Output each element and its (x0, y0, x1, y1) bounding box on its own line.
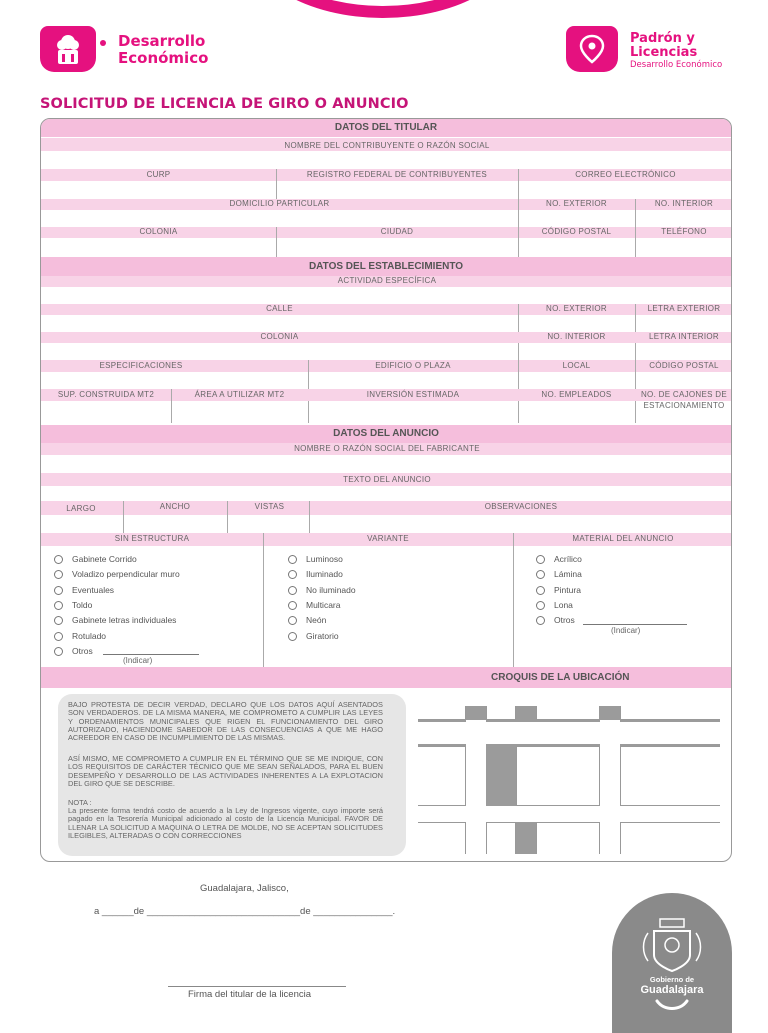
radio-variante-2[interactable] (288, 586, 297, 595)
divider (513, 533, 514, 667)
label-area: ÁREA A UTILIZAR MT2 (194, 390, 285, 399)
gov-line2: Guadalajara (640, 984, 704, 996)
field-est-colonia[interactable] (41, 343, 518, 360)
block (486, 822, 516, 854)
label-variante: VARIANTE (367, 534, 409, 543)
section-establecimiento-header: DATOS DEL ESTABLECIMIENTO (41, 257, 731, 276)
padron-licencias-logo (566, 26, 618, 72)
block (418, 822, 466, 854)
option-label-material-0: Acrílico (554, 554, 582, 564)
field-empleados[interactable] (519, 401, 635, 423)
field-letra-exterior[interactable] (636, 315, 732, 332)
label-inversion: INVERSIÓN ESTIMADA (366, 390, 460, 399)
label-codigo-postal: CÓDIGO POSTAL (541, 227, 612, 236)
croquis-map[interactable] (418, 706, 720, 854)
desarrollo-economico-logo (40, 26, 96, 72)
field-vistas[interactable] (228, 515, 309, 533)
option-label-variante-5: Giratorio (306, 630, 339, 641)
field-largo[interactable] (41, 515, 123, 533)
field-est-codigo-postal[interactable] (636, 372, 732, 389)
label-domicilio: DOMICILIO PARTICULAR (229, 199, 330, 208)
label-letra-interior: LETRA INTERIOR (649, 332, 719, 341)
field-no-interior[interactable] (636, 210, 732, 227)
field-texto-anuncio[interactable] (41, 486, 732, 501)
radio-variante-5[interactable] (288, 632, 297, 641)
label-fabricante: NOMBRE O RAZÓN SOCIAL DEL FABRICANTE (294, 444, 480, 453)
label-empleados: NO. EMPLEADOS (541, 390, 612, 399)
field-domicilio[interactable] (41, 210, 518, 227)
label-observaciones: OBSERVACIONES (484, 502, 558, 511)
option-label-material-3: Lona (554, 599, 573, 610)
block (620, 746, 720, 806)
street (418, 806, 720, 822)
block (486, 706, 516, 720)
option-label-material-4: Otros (554, 615, 575, 626)
label-edificio: EDIFICIO O PLAZA (375, 361, 451, 370)
signature-line[interactable] (168, 986, 346, 987)
field-sup-construida[interactable] (41, 401, 171, 423)
label-texto-anuncio: TEXTO DEL ANUNCIO (343, 475, 431, 484)
section-anuncio-header: DATOS DEL ANUNCIO (41, 425, 731, 443)
field-ciudad[interactable] (277, 238, 518, 257)
label-nombre-contribuyente: NOMBRE DEL CONTRIBUYENTE O RAZÓN SOCIAL (284, 141, 490, 150)
firma-label: Firma del titular de la licencia (188, 989, 312, 1000)
option-label-variante-1: Iluminado (306, 569, 343, 580)
option-label-sin_estructura-4: Gabinete letras individuales (72, 615, 177, 626)
label-actividad: ACTIVIDAD ESPECÍFICA (337, 276, 437, 285)
label-cajones-1: NO. DE CAJONES DE (640, 390, 727, 399)
decorative-ring (243, 0, 523, 18)
label-curp: CURP (146, 170, 171, 179)
field-colonia[interactable] (41, 238, 276, 257)
field-no-exterior[interactable] (519, 210, 635, 227)
field-codigo-postal[interactable] (519, 238, 635, 257)
radio-sin_estructura-1[interactable] (54, 570, 63, 579)
radio-variante-4[interactable] (288, 616, 297, 625)
label-largo: LARGO (66, 504, 96, 513)
label-especificaciones: ESPECIFICACIONES (99, 361, 183, 370)
field-correo[interactable] (519, 181, 732, 199)
label-ciudad: CIUDAD (380, 227, 414, 236)
legal-paragraph-1: BAJO PROTESTA DE DECIR VERDAD, DECLARO QUE LOS DATOS AQUÍ ASENTADOS SON VERDADEROS. DE LA MISMA MANERA, ME COMPROMETO A CUMPLIR LAS LEYES Y ORDENAMIENTOS MUNICIPALES QUE RIGEN EL FUNCIONAMIENTO DEL GIRO AUTORIZADO, HACIENDOME SABEDOR DE LAS CONSECUENCIAS A QUE ME HAGO ACREEDOR EN CASO DE INCUMPLIMIENTO DE LAS MISMAS. (68, 700, 383, 743)
divider (263, 533, 264, 667)
label-no-exterior: NO. EXTERIOR (546, 199, 607, 208)
section-titular-header: DATOS DEL TITULAR (41, 119, 731, 137)
field-local[interactable] (519, 372, 635, 389)
option-label-sin_estructura-1: Voladizo perpendicular muro (72, 569, 180, 580)
label-est-codigo-postal: CÓDIGO POSTAL (649, 361, 719, 370)
field-observaciones[interactable] (310, 515, 732, 533)
radio-sin_estructura-0[interactable] (54, 555, 63, 564)
field-especificaciones[interactable] (41, 372, 308, 389)
label-no-interior: NO. INTERIOR (654, 199, 714, 208)
radio-material-4[interactable] (536, 616, 545, 625)
otros-mat-line[interactable] (583, 624, 687, 625)
label-material: MATERIAL DEL ANUNCIO (572, 534, 674, 543)
label-letra-exterior: LETRA EXTERIOR (647, 304, 721, 313)
field-actividad[interactable] (41, 287, 732, 304)
field-telefono[interactable] (636, 238, 732, 257)
label-local: LOCAL (562, 361, 591, 370)
croquis-header: CROQUIS DE LA UBICACIÓN (491, 672, 630, 683)
label-ancho: ANCHO (159, 502, 191, 511)
option-label-sin_estructura-5: Rotulado (72, 630, 107, 641)
option-label-material-1: Lámina (554, 569, 582, 580)
field-ancho[interactable] (124, 515, 227, 533)
smile-icon (612, 997, 732, 1017)
radio-variante-1[interactable] (288, 570, 297, 579)
field-edificio[interactable] (309, 372, 518, 389)
radio-material-0[interactable] (536, 555, 545, 564)
option-label-sin_estructura-0: Gabinete Corrido (72, 554, 137, 564)
location-pin-icon (566, 26, 618, 72)
label-correo: CORREO ELECTRÓNICO (575, 170, 676, 179)
indicar-mat: (Indicar) (611, 626, 641, 635)
radio-sin_estructura-3[interactable] (54, 601, 63, 610)
field-letra-interior[interactable] (636, 343, 732, 360)
nota-label: NOTA : (68, 798, 92, 807)
label-est-no-interior: NO. INTERIOR (547, 332, 606, 341)
label-rfc: REGISTRO FEDERAL DE CONTRIBUYENTES (306, 170, 488, 179)
radio-sin_estructura-6[interactable] (54, 647, 63, 656)
radio-sin_estructura-4[interactable] (54, 616, 63, 625)
option-label-variante-2: No iluminado (306, 584, 356, 595)
fecha-line[interactable]: a ______de _____________________________de _______________. (94, 906, 396, 917)
option-label-variante-3: Multicara (306, 599, 341, 610)
field-rfc[interactable] (277, 181, 518, 199)
label-calle: CALLE (266, 304, 293, 313)
logo-accent-icon (100, 40, 106, 46)
radio-sin_estructura-2[interactable] (54, 586, 63, 595)
block (536, 822, 600, 854)
city-shield-icon (40, 26, 96, 72)
radio-material-3[interactable] (536, 601, 545, 610)
right-logo-line1: Padrón y (630, 31, 695, 46)
indicar-sin: (Indicar) (123, 656, 153, 665)
label-cajones-2: ESTACIONAMIENTO (643, 401, 725, 410)
block (516, 746, 600, 806)
lugar-text: Guadalajara, Jalisco, (200, 883, 289, 894)
option-label-variante-4: Neón (306, 615, 327, 626)
label-sup-construida: SUP. CONSTRUIDA MT2 (57, 390, 155, 399)
label-telefono: TELÉFONO (661, 227, 707, 236)
gov-line1: Gobierno de (649, 975, 695, 984)
block (620, 822, 720, 854)
right-logo-sub: Desarrollo Económico (630, 60, 723, 70)
label-est-colonia: COLONIA (260, 332, 299, 341)
field-nombre-contribuyente[interactable] (41, 151, 732, 169)
field-est-no-exterior[interactable] (519, 315, 635, 332)
field-cajones[interactable] (636, 411, 732, 423)
radio-material-2[interactable] (536, 586, 545, 595)
otros-sin-line[interactable] (103, 654, 199, 655)
left-logo-line1: Desarrollo (118, 32, 206, 50)
block (620, 706, 720, 720)
street (418, 722, 720, 744)
radio-variante-3[interactable] (288, 601, 297, 610)
field-fabricante[interactable] (41, 455, 732, 473)
label-colonia: COLONIA (139, 227, 178, 236)
block (418, 746, 466, 806)
option-label-material-2: Pintura (554, 584, 581, 595)
option-label-sin_estructura-6: Otros (72, 645, 93, 656)
label-sin-estructura: SIN ESTRUCTURA (114, 534, 190, 543)
field-calle[interactable] (41, 315, 518, 332)
label-est-no-exterior: NO. EXTERIOR (546, 304, 607, 313)
radio-sin_estructura-5[interactable] (54, 632, 63, 641)
field-area[interactable] (172, 401, 308, 423)
legal-paragraph-2: ASÍ MISMO, ME COMPROMETO A CUMPLIR EN EL TÉRMINO QUE SE ME INDIQUE, CON LOS REQUISITOS DE CARÁCTER TÉCNICO QUE ME SEAN SEÑALADOS, PARA EL BUEN DESEMPEÑO Y DESARROLLO DE LAS ACTIVIDADES INHERENTES A LA EXPLOTACION DEL GIRO QUE SE DESCRIBE. (68, 754, 383, 788)
nota-text: La presente forma tendrá costo de acuerdo a la Ley de Ingresos vigente, cuyo importe será pagado en la Tesorería Municipal adicionado al costo de la Licencia Municipal. FAVOR DE LLENAR LA SOLICITUD A MAQUINA O LETRA DE MOLDE, NO SE ACEPTAN SOLICITUDES ILEGIBLES, ALTERADAS O CON CORRECCIONES (68, 806, 383, 840)
option-label-sin_estructura-3: Toldo (72, 599, 93, 610)
field-est-no-interior[interactable] (519, 343, 635, 360)
field-inversion[interactable] (309, 401, 518, 423)
block (418, 706, 466, 720)
page-title: SOLICITUD DE LICENCIA DE GIRO O ANUNCIO (40, 96, 409, 112)
option-label-variante-0: Luminoso (306, 554, 343, 564)
option-label-sin_estructura-2: Eventuales (72, 584, 115, 595)
field-curp[interactable] (41, 181, 276, 199)
radio-material-1[interactable] (536, 570, 545, 579)
block (536, 706, 600, 720)
radio-variante-0[interactable] (288, 555, 297, 564)
label-vistas: VISTAS (254, 502, 285, 511)
gobierno-guadalajara-logo (612, 893, 732, 1033)
right-logo-line2: Licencias (630, 45, 698, 60)
left-logo-line2: Económico (118, 49, 209, 67)
